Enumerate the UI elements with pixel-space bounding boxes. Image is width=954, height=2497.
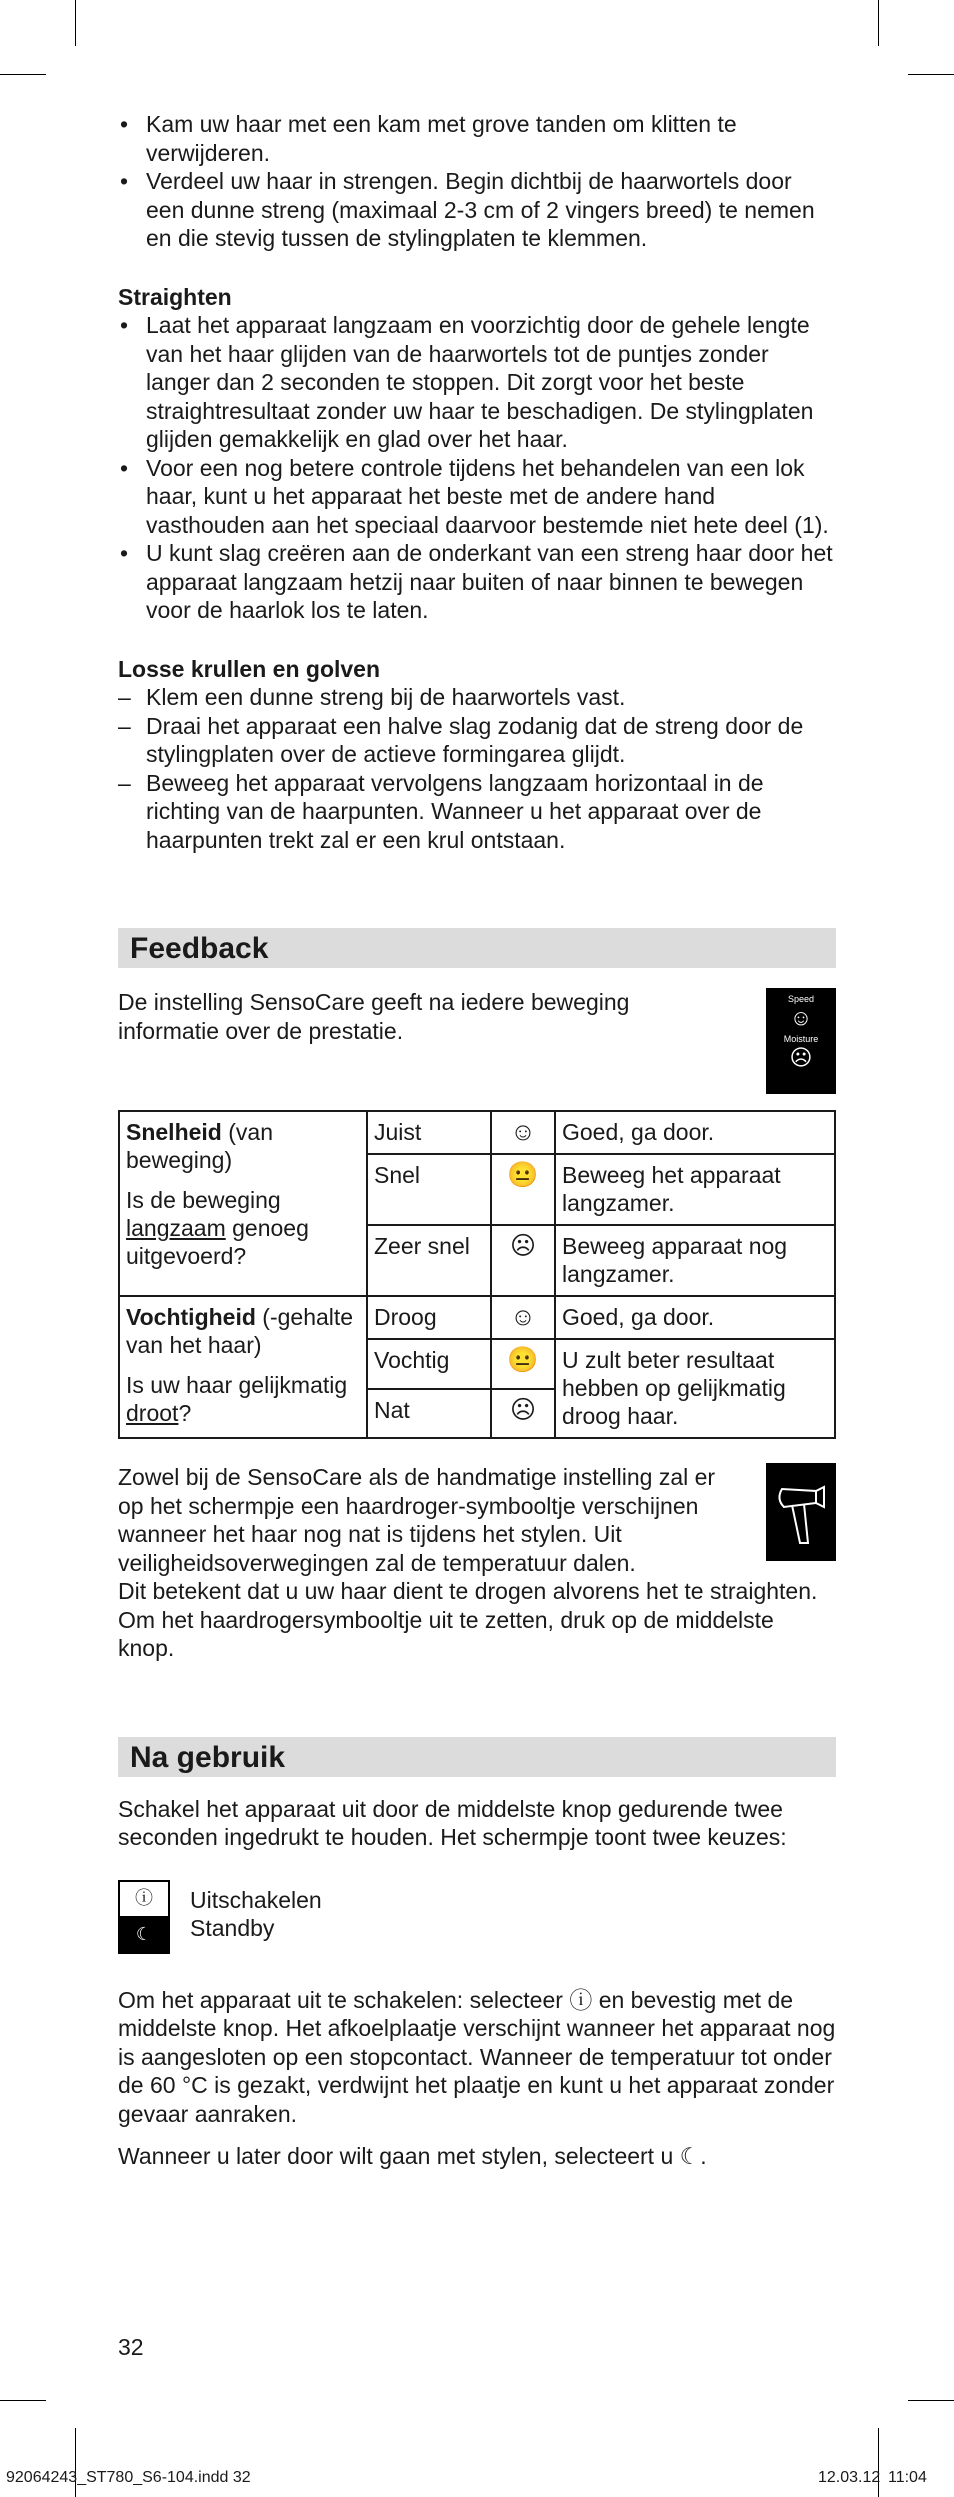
dryer-text-3: Om het haardrogersymbooltje uit te zetten, druk op de middelste knop.: [118, 1606, 774, 1661]
smile-icon: ☺: [789, 1005, 813, 1030]
feedback-table: [118, 1110, 836, 1439]
list-item: • Laat het apparaat langzaam en voorzichtig door de gehele lengte van het haar glijden van de haarwortels tot de puntjes zonder langer dan 2 seconden te stoppen. Dit zorgt voor het beste straightresultaat zonder uw haar te beschadigen. De stylingplaten glijden gemakkelijk en glad over het haar.: [118, 311, 836, 454]
curls-list: [118, 683, 836, 854]
slug-file: 92064243_ST780_S6-104.indd 32: [6, 2469, 251, 2486]
later-end: .: [700, 2143, 707, 2169]
dryer-text-2: Dit betekent dat u uw haar dient te drogen alvorens het te straighten.: [118, 1578, 818, 1604]
list-item: • Kam uw haar met een kam met grove tanden om klitten te verwijderen.: [118, 110, 836, 167]
na-gebruik-heading: Na gebruik: [118, 1737, 836, 1777]
list-item: – Draai het apparaat een halve slag zodanig dat de streng door de stylingplaten over de actieve formingarea glijdt.: [118, 712, 836, 769]
power-off-icon: ⓘ: [118, 1880, 170, 1916]
moisture-title-rest: (-gehalte van het haar): [126, 1304, 354, 1358]
level-cell: Vochtig: [367, 1339, 491, 1389]
feedback-intro: De instelling SensoCare geeft na iedere beweging informatie over de prestatie.: [118, 989, 630, 1044]
speed-question-underlined: langzaam: [126, 1215, 226, 1241]
off-instructions-post: en bevestig met de middelste knop. Het afkoelplaatje verschijnt wanneer het apparaat nog is aangesloten op een stopcontact. Wanneer de temperatuur tot onder de 60 °C is gezakt, verdwijnt het plaatje en kunt u het apparaat zonder gevaar aanraken.: [118, 1986, 836, 2127]
feedback-intro-block: [118, 988, 836, 1094]
hair-dryer-icon: [766, 1463, 836, 1561]
neutral-face-icon: 😐: [491, 1154, 555, 1225]
intro-list: [118, 110, 836, 253]
level-cell: Snel: [367, 1154, 491, 1225]
page-number: 32: [118, 2334, 144, 2360]
mode-options: [118, 1880, 836, 1952]
neutral-face-icon: 😐: [491, 1339, 555, 1389]
curls-heading: Losse krullen en golven: [118, 655, 381, 682]
list-item: • Voor een nog betere controle tijdens het behandelen van een lok haar, kunt u het apparaat het beste met de andere hand vasthouden aan het speciaal daarvoor bestemde niet hete deel (1).: [118, 454, 836, 540]
speed-category-cell: [119, 1111, 367, 1296]
crop-mark: [878, 0, 879, 46]
power-off-icon: ⓘ: [569, 1986, 593, 2013]
na-gebruik-intro: Schakel het apparaat uit door de middelste knop gedurende twee seconden ingedrukt te houden. Het schermpje toont twee keuzes:: [118, 1795, 787, 1850]
level-cell: Droog: [367, 1296, 491, 1339]
crop-mark: [75, 0, 76, 46]
option-standby-label: Standby: [190, 1915, 275, 1941]
off-instructions-pre: Om het apparaat uit te schakelen: selecteer: [118, 1986, 570, 2013]
advice-cell: Goed, ga door.: [555, 1111, 835, 1154]
frown-icon: ☹: [789, 1045, 813, 1070]
straighten-list: [118, 311, 836, 625]
smile-icon: ☺: [491, 1111, 555, 1154]
page-content: [118, 110, 836, 2171]
table-row: [119, 1111, 835, 1154]
mode-display: [118, 1880, 170, 1952]
crop-mark: [0, 74, 46, 75]
moon-icon: ☾: [679, 2143, 701, 2169]
moisture-category-cell: [119, 1296, 367, 1438]
moisture-question-post: ?: [178, 1400, 192, 1426]
feedback-heading: Feedback: [118, 928, 836, 968]
moisture-question-pre: Is uw haar gelijkmatig: [126, 1372, 348, 1398]
option-off-label: Uitschakelen: [190, 1886, 322, 1913]
crop-mark: [908, 74, 954, 75]
crop-mark: [0, 2400, 46, 2401]
advice-cell: U zult beter resultaat hebben op gelijkmatig droog haar.: [555, 1339, 835, 1438]
later-instructions: [118, 2142, 836, 2171]
level-cell: Zeer snel: [367, 1225, 491, 1296]
crop-mark: [908, 2400, 954, 2401]
dryer-text: Zowel bij de SensoCare als de handmatige instelling zal er op het schermpje een haardroger-symbooltje verschijnen wanneer het haar nog nat is tijdens het stylen. Uit veiligheidsoverwegingen zal de temperatuur dalen.: [118, 1464, 716, 1576]
straighten-heading: Straighten: [118, 283, 232, 310]
level-cell: Nat: [367, 1389, 491, 1439]
speed-title: Snelheid: [126, 1119, 222, 1145]
later-text: Wanneer u later door wilt gaan met stylen, selecteert u: [118, 2143, 680, 2169]
table-row: [119, 1296, 835, 1339]
frown-icon: ☹: [491, 1225, 555, 1296]
level-cell: Juist: [367, 1111, 491, 1154]
moon-icon: ☾: [118, 1916, 170, 1954]
advice-cell: Beweeg apparaat nog langzamer.: [555, 1225, 835, 1296]
speed-question-pre: Is de beweging: [126, 1187, 281, 1213]
frown-icon: ☹: [491, 1389, 555, 1439]
slug-date: 12.03.12: [818, 2469, 881, 2486]
speed-label: Speed: [787, 994, 815, 1004]
list-item: – Beweeg het apparaat vervolgens langzaam horizontaal in de richting van de haarpunten. Wanneer u het apparaat over de haarpunten trekt zal er een krul ontstaan.: [118, 769, 836, 855]
moisture-title: Vochtigheid: [126, 1304, 256, 1330]
list-item: • Verdeel uw haar in strengen. Begin dichtbij de haarwortels door een dunne streng (maximaal 2-3 cm of 2 vingers breed) te nemen en die stevig tussen de stylingplaten te klemmen.: [118, 167, 836, 253]
off-instructions: [118, 1986, 836, 2129]
speed-question-post: genoeg uitgevoerd?: [126, 1215, 309, 1269]
speed-title-rest: (van beweging): [126, 1119, 273, 1173]
sensocare-display-icon: [766, 988, 836, 1094]
smile-icon: ☺: [491, 1296, 555, 1339]
slug-time: 11:04: [888, 2469, 927, 2486]
mode-labels: [190, 1886, 322, 1943]
advice-cell: Beweeg het apparaat langzamer.: [555, 1154, 835, 1225]
list-item: – Klem een dunne streng bij de haarwortels vast.: [118, 683, 836, 712]
list-item: • U kunt slag creëren aan de onderkant van een streng haar door het apparaat langzaam hetzij naar buiten of naar binnen te bewegen voor de haarlok los te laten.: [118, 539, 836, 625]
advice-cell: Goed, ga door.: [555, 1296, 835, 1339]
moisture-question-underlined: droot: [126, 1400, 179, 1426]
moisture-label: Moisture: [783, 1034, 819, 1044]
dryer-block: [118, 1463, 836, 1577]
